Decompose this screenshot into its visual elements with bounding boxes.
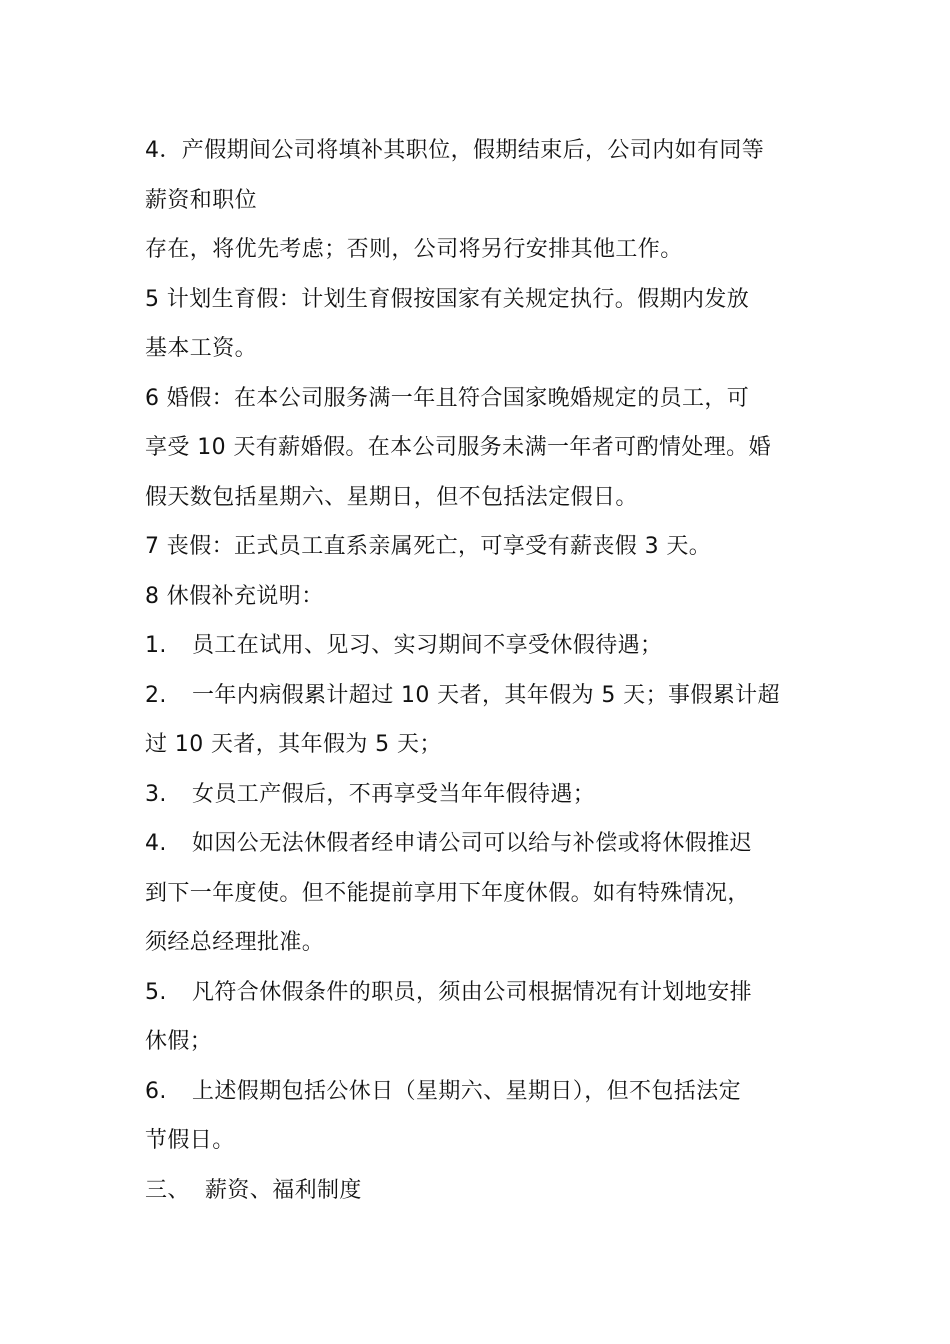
list-item xyxy=(145,770,810,820)
paragraph-line: 7 丧假：正式员工直系亲属死亡，可享受有薪丧假 3 天。 xyxy=(145,534,712,559)
paragraph-line: 享受 10 天有薪婚假。在本公司服务未满一年者可酌情处理。婚 xyxy=(145,435,771,460)
list-number: 2. xyxy=(145,682,167,708)
paragraph-line: 薪资和职位 xyxy=(145,187,258,213)
paragraph-line: 休假； xyxy=(145,1029,213,1054)
section-subheading: 8 休假补充说明： xyxy=(145,583,324,609)
paragraph-line: 6 婚假：在本公司服务满一年且符合国家晚婚规定的员工，可 xyxy=(145,385,750,411)
section-heading xyxy=(145,1166,810,1216)
paragraph-line: 存在，将优先考虑；否则，公司将另行安排其他工作。 xyxy=(145,237,683,262)
list-number: 1. xyxy=(145,633,167,658)
list-number: 3. xyxy=(145,781,167,807)
list-item xyxy=(145,968,810,1018)
list-item-text: 如因公无法休假者经申请公司可以给与补偿或将休假推迟 xyxy=(192,831,753,856)
list-number: 6. xyxy=(145,1078,167,1104)
list-item xyxy=(145,819,810,869)
list-item-text: 上述假期包括公休日（星期六、星期日），但不包括法定 xyxy=(192,1078,742,1104)
paragraph-line: 基本工资。 xyxy=(145,336,258,361)
paragraph-line: 到下一年度使。但不能提前享用下年度休假。如有特殊情况， xyxy=(145,880,750,906)
list-number: 4. xyxy=(145,831,167,856)
paragraph-line: 节假日。 xyxy=(145,1128,235,1153)
paragraph-line: 4．产假期间公司将填补其职位，假期结束后，公司内如有同等 xyxy=(145,138,765,163)
paragraph-line: 假天数包括星期六、星期日，但不包括法定假日。 xyxy=(145,484,638,510)
document-body xyxy=(145,126,810,1215)
paragraph-line: 5 计划生育假：计划生育假按国家有关规定执行。假期内发放 xyxy=(145,286,750,312)
list-item-text: 一年内病假累计超过 10 天者，其年假为 5 天；事假累计超 xyxy=(192,682,780,708)
list-number: 5. xyxy=(145,979,167,1005)
list-item-text: 凡符合休假条件的职员，须由公司根据情况有计划地安排 xyxy=(192,979,753,1005)
list-item xyxy=(145,1067,810,1117)
paragraph-line: 过 10 天者，其年假为 5 天； xyxy=(145,732,442,757)
section-title: 薪资、福利制度 xyxy=(205,1177,362,1203)
list-item xyxy=(145,621,810,671)
list-item xyxy=(145,671,810,721)
section-number: 三、 xyxy=(145,1177,190,1203)
list-item-text: 女员工产假后，不再享受当年年假待遇； xyxy=(192,781,596,807)
paragraph-line: 须经总经理批准。 xyxy=(145,930,325,955)
list-item-text: 员工在试用、见习、实习期间不享受休假待遇； xyxy=(192,633,663,658)
